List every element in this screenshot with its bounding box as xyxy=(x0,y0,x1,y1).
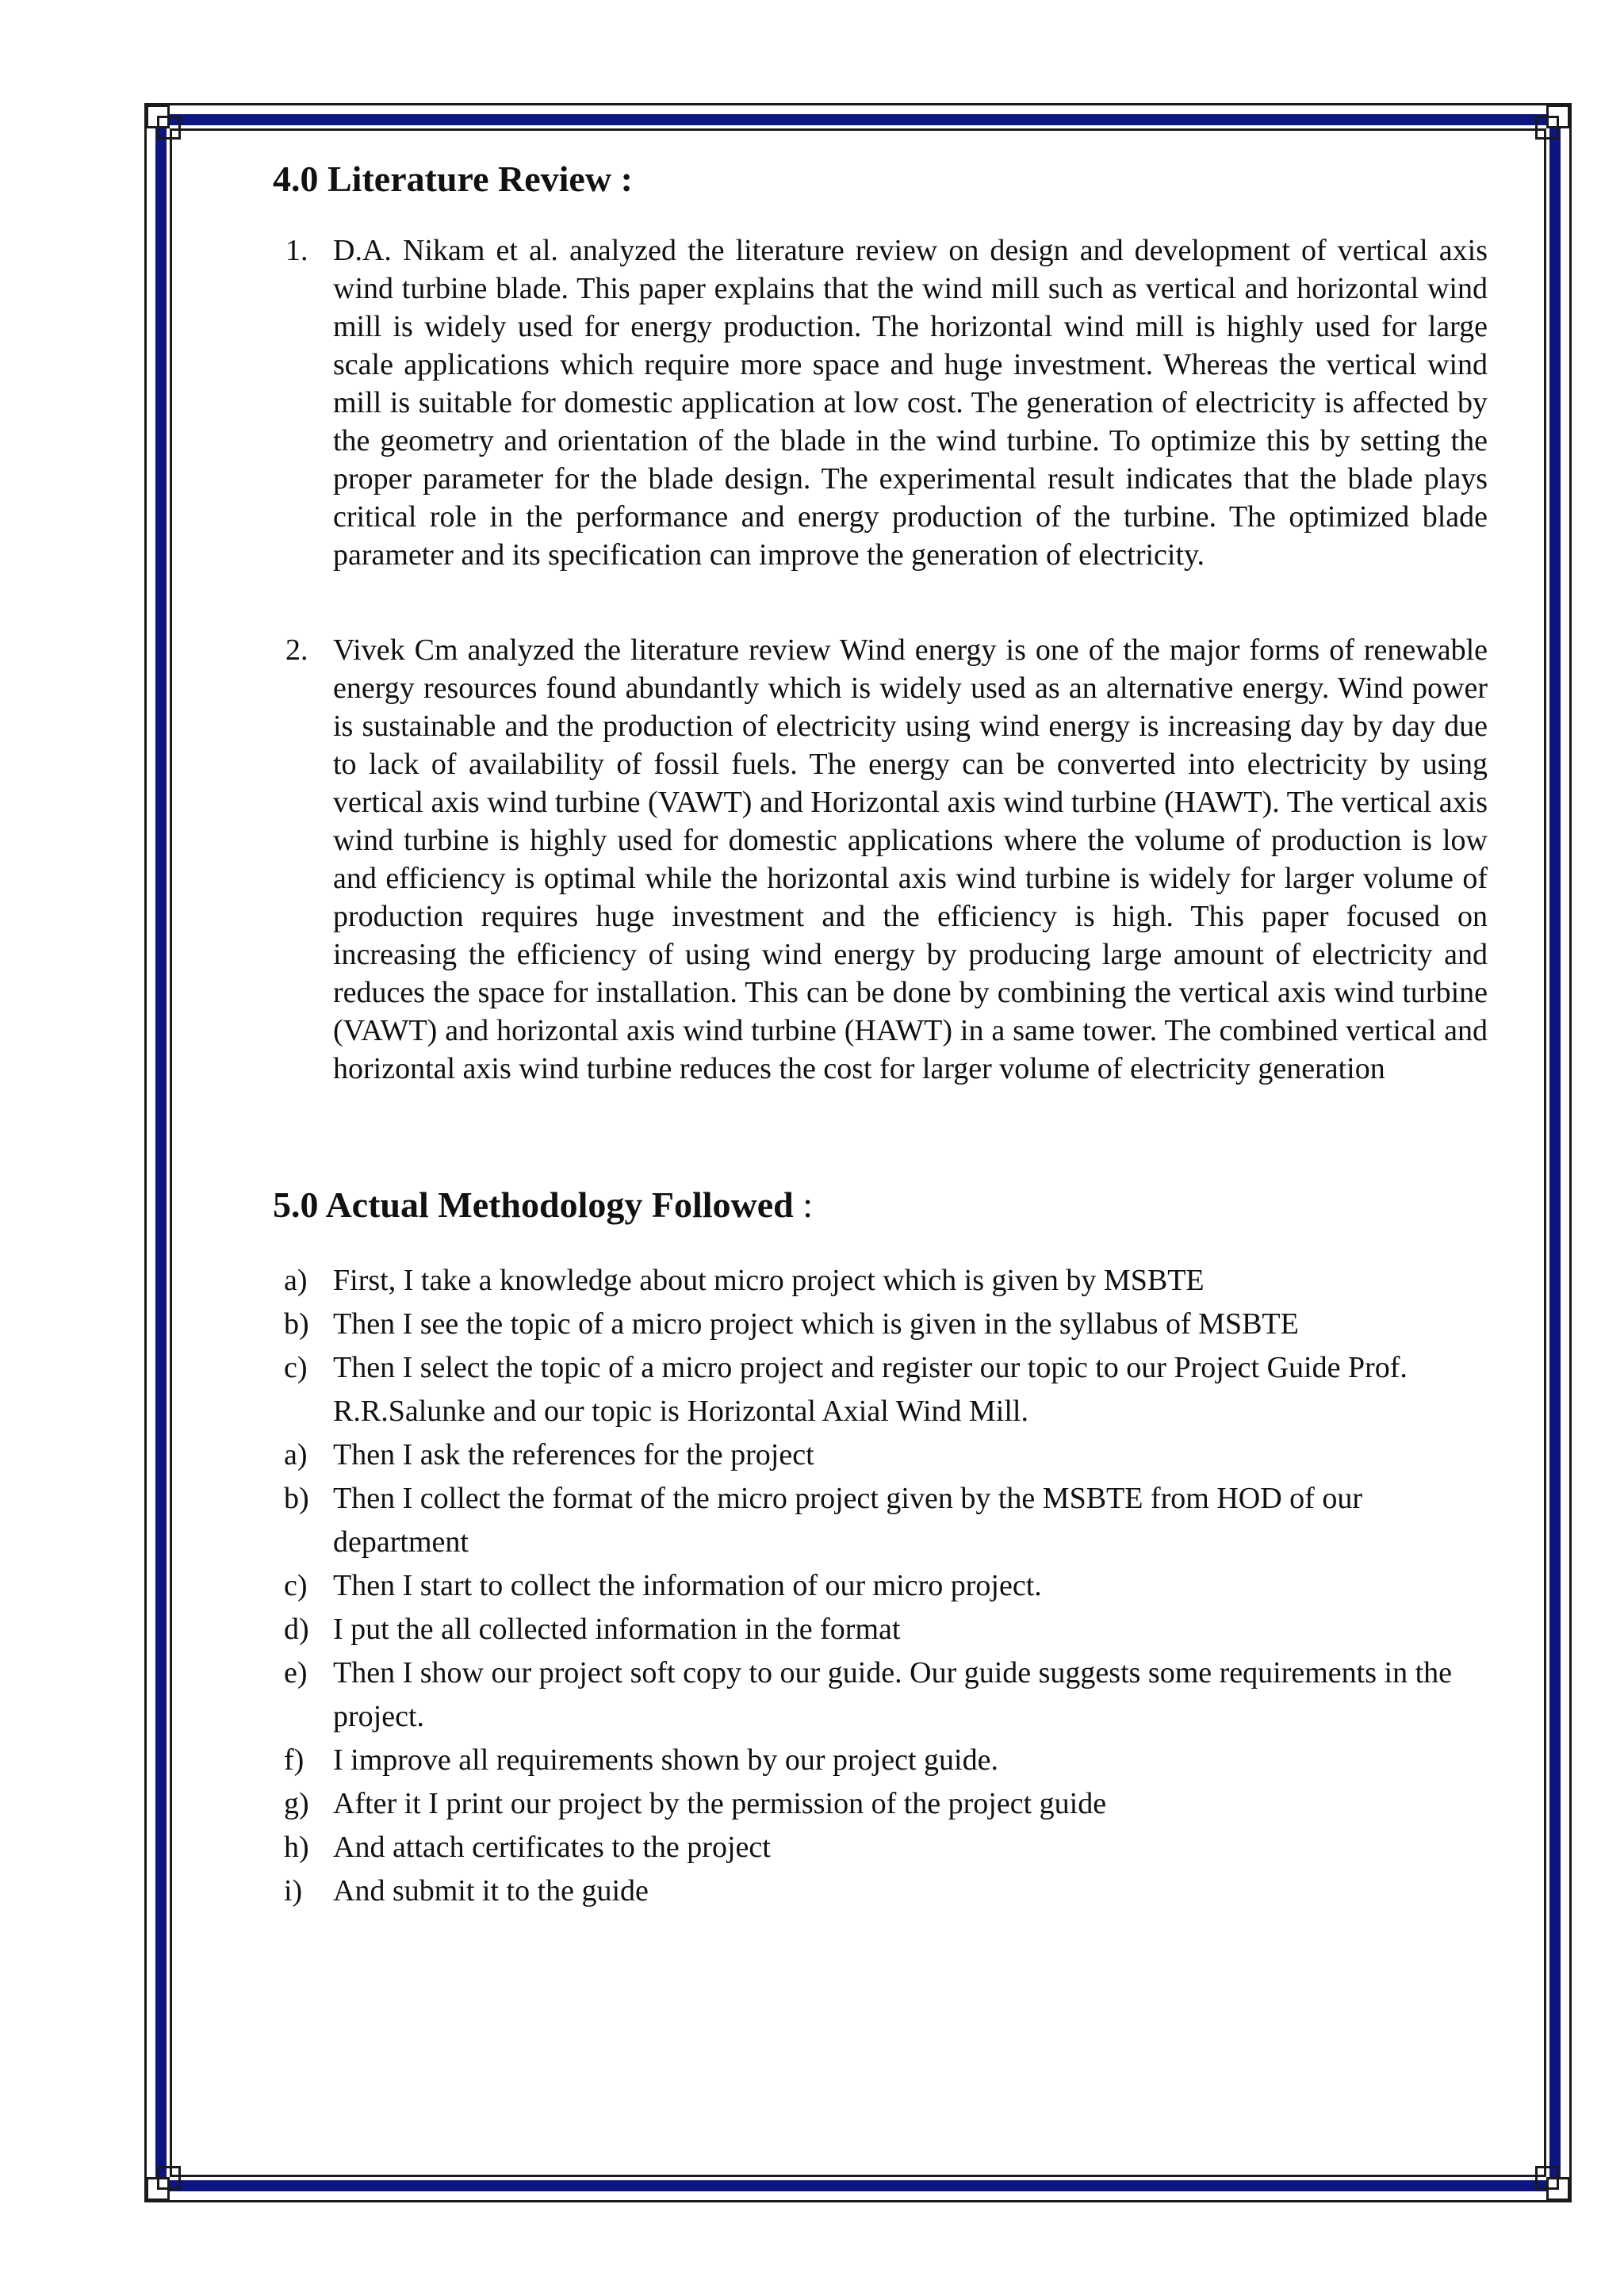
item-letter: e) xyxy=(284,1656,308,1689)
item-letter: c) xyxy=(284,1351,308,1384)
item-letter: g) xyxy=(284,1787,309,1820)
list-item xyxy=(273,1739,1488,1782)
border-corner-ornament xyxy=(1535,105,1570,140)
literature-review-list xyxy=(273,232,1488,1088)
item-text: Then I start to collect the information of our micro project. xyxy=(333,1569,1042,1602)
list-item xyxy=(273,1608,1488,1651)
item-letter: f) xyxy=(284,1743,304,1777)
item-text: I improve all requirements shown by our project guide. xyxy=(333,1743,998,1777)
item-text: Then I collect the format of the micro project given by the MSBTE from HOD of our department xyxy=(333,1482,1362,1559)
item-text: Then I select the topic of a micro project and register our topic to our Project Guide Prof. R.R.Salunke and our topic is Horizontal Axial Wind Mill. xyxy=(333,1351,1408,1428)
page-content xyxy=(273,151,1488,1913)
list-item xyxy=(273,1782,1488,1826)
list-item xyxy=(273,1651,1488,1739)
item-letter: c) xyxy=(284,1569,308,1602)
item-number: 2. xyxy=(285,633,308,667)
list-item xyxy=(273,1346,1488,1433)
item-text: Vivek Cm analyzed the literature review Wind energy is one of the major forms of renewable energy resources found abundantly which is widely used as an alternative energy. Wind power is sustainable and the production of electricity using wind energy is increasing day by day due to lack of availability of fossil fuels. The energy can be converted into electricity by using vertical axis wind turbine (VAWT) and Horizontal axis wind turbine (HAWT). The vertical axis wind turbine is highly used for domestic applications where the volume of production is low and efficiency is optimal while the horizontal axis wind turbine is widely for larger volume of production requires huge investment and the efficiency is high. This paper focused on increasing the efficiency of using wind energy by producing large amount of electricity and reduces the space for installation. This can be done by combining the vertical axis wind turbine (VAWT) and horizontal axis wind turbine (HAWT) in a same tower. The combined vertical and horizontal axis wind turbine reduces the cost for larger volume of electricity generation xyxy=(333,633,1488,1085)
item-number: 1. xyxy=(285,234,308,267)
list-item xyxy=(273,1477,1488,1564)
methodology-heading-colon: : xyxy=(793,1184,814,1225)
border-corner-ornament xyxy=(1535,2166,1570,2201)
item-text: And attach certificates to the project xyxy=(333,1831,771,1864)
item-text: D.A. Nikam et al. analyzed the literature review on design and development of vertical axis wind turbine blade. This paper explains that the wind mill such as vertical and horizontal wind mill is widely used for energy production. The horizontal wind mill is highly used for large scale applications which require more space and huge investment. Whereas the vertical wind mill is suitable for domestic application at low cost. The generation of electricity is affected by the geometry and orientation of the blade in the wind turbine. To optimize this by setting the proper parameter for the blade design. The experimental result indicates that the blade plays critical role in the performance and energy production of the turbine. The optimized blade parameter and its specification can improve the generation of electricity. xyxy=(333,234,1488,572)
item-text: After it I print our project by the permission of the project guide xyxy=(333,1787,1107,1820)
list-item xyxy=(273,1564,1488,1608)
border-corner-ornament xyxy=(146,2166,181,2201)
methodology-list xyxy=(273,1259,1488,1913)
item-letter: a) xyxy=(284,1438,308,1471)
methodology-heading xyxy=(273,1177,1488,1234)
list-item xyxy=(273,631,1488,1088)
item-text: First, I take a knowledge about micro project which is given by MSBTE xyxy=(333,1264,1205,1297)
item-letter: b) xyxy=(284,1307,309,1341)
list-item xyxy=(273,1869,1488,1913)
item-text: I put the all collected information in the format xyxy=(333,1613,901,1646)
item-text: Then I ask the references for the project xyxy=(333,1438,814,1471)
item-letter: i) xyxy=(284,1874,303,1908)
item-text: And submit it to the guide xyxy=(333,1874,649,1908)
literature-review-heading: 4.0 Literature Review : xyxy=(273,159,633,199)
list-item xyxy=(273,232,1488,574)
item-text: Then I show our project soft copy to our guide. Our guide suggests some requirements in the project. xyxy=(333,1656,1452,1733)
item-letter: a) xyxy=(284,1264,308,1297)
list-item xyxy=(273,1259,1488,1303)
list-item xyxy=(273,1826,1488,1869)
item-letter: d) xyxy=(284,1613,309,1646)
border-corner-ornament xyxy=(146,105,181,140)
section-spacer xyxy=(273,1088,1488,1177)
methodology-heading-text: 5.0 Actual Methodology Followed xyxy=(273,1184,794,1225)
item-letter: b) xyxy=(284,1482,309,1515)
list-item xyxy=(273,1303,1488,1346)
list-item xyxy=(273,1433,1488,1477)
item-text: Then I see the topic of a micro project which is given in the syllabus of MSBTE xyxy=(333,1307,1299,1341)
item-letter: h) xyxy=(284,1831,309,1864)
